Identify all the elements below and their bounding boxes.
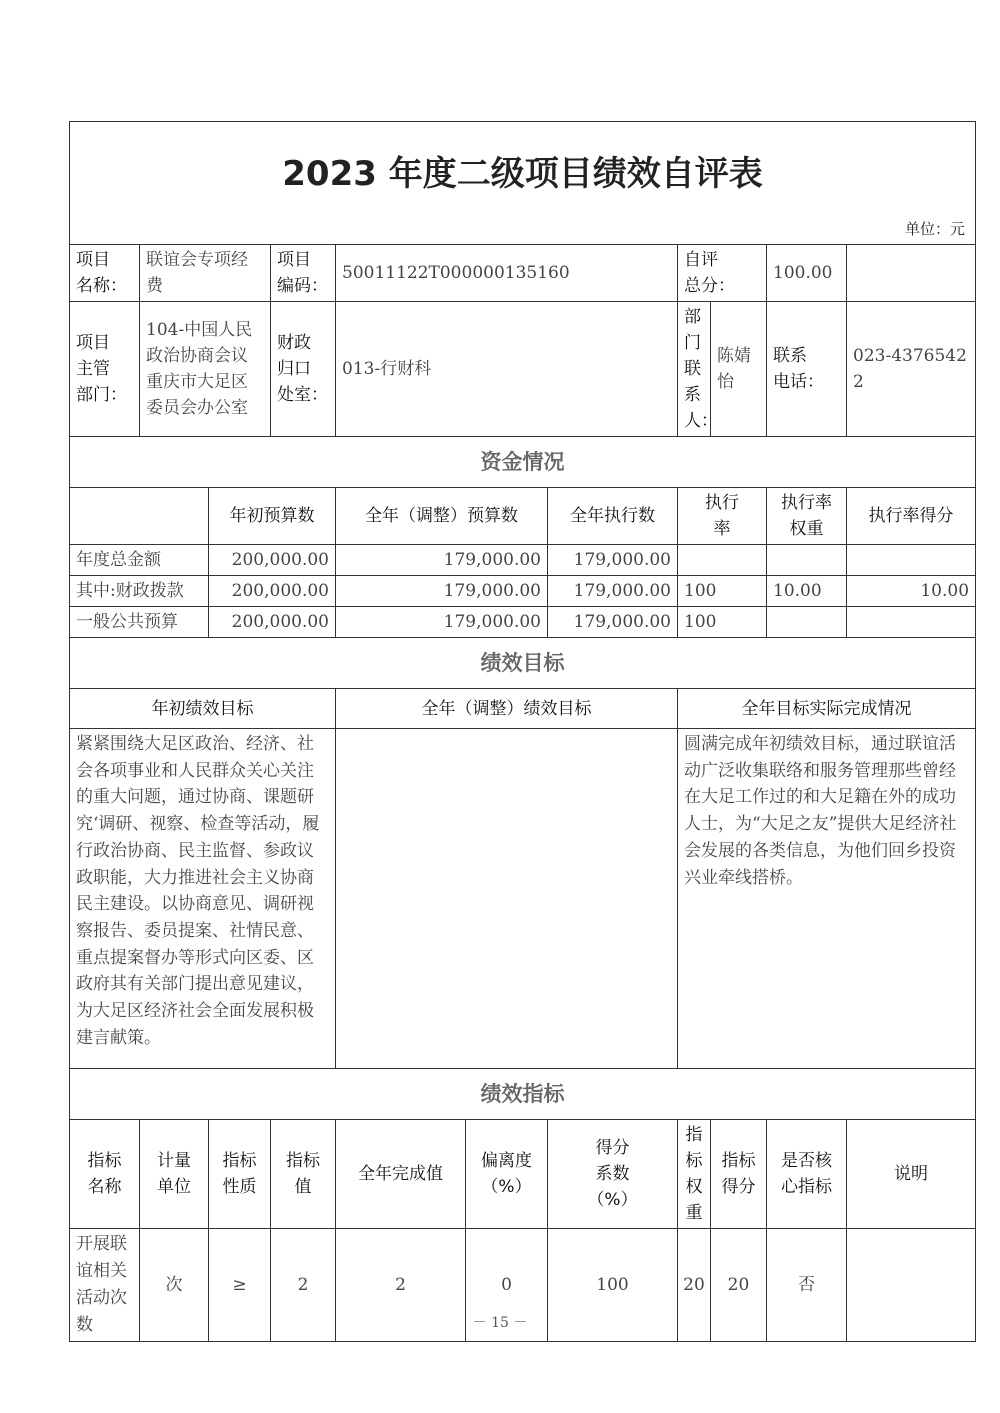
funds-cell: 179,000.00 <box>336 576 548 607</box>
funds-cell <box>767 545 847 576</box>
project-code-value: 50011122T000000135160 <box>336 245 678 302</box>
score-label: 自评 总分： <box>678 245 767 302</box>
funds-header-adjusted: 全年（调整）预算数 <box>336 488 548 545</box>
funds-header-executed: 全年执行数 <box>548 488 678 545</box>
ind-header: 指标 名称 <box>70 1120 140 1229</box>
ind-cell: ≥ <box>209 1229 271 1342</box>
form-title: 2023 年度二级项目绩效自评表 <box>70 122 976 215</box>
score-value: 100.00 <box>767 245 847 302</box>
funds-row-label: 其中:财政拨款 <box>70 576 209 607</box>
funds-row <box>70 545 976 576</box>
ind-header: 指 标 权 重 <box>678 1120 711 1229</box>
page-number: － 15 － <box>472 1315 528 1331</box>
funds-cell: 179,000.00 <box>548 576 678 607</box>
empty-cell <box>847 245 976 302</box>
goals-header-adjusted: 全年（调整）绩效目标 <box>336 689 678 729</box>
phone-value: 023-43765422 <box>853 346 967 392</box>
unit-label: 单位：元 <box>70 214 976 245</box>
ind-header: 得分 系数 （%） <box>548 1120 678 1229</box>
funds-cell <box>847 607 976 638</box>
phone-value-wrap <box>847 302 976 437</box>
funds-cell: 179,000.00 <box>336 607 548 638</box>
dept-label: 项目 主管 部门： <box>70 302 140 437</box>
funds-header-rate: 执行 率 <box>678 488 767 545</box>
project-code-label: 项目 编码： <box>271 245 336 302</box>
ind-header: 说明 <box>847 1120 976 1229</box>
finance-office-value: 013-行财科 <box>336 302 678 437</box>
goals-section-title: 绩效目标 <box>70 638 976 689</box>
goals-initial-text: 紧紧围绕大足区政治、经济、社会各项事业和人民群众关心关注的重大问题，通过协商、课题研究‘调研、视察、检查等活动，履行政治协商、民主监督、参政议政职能，大力推进社会主义协商民主建设。以协商意见、调研视察报告、委员提案、社情民意、重点提案督办等形式向区委、区政府其有关部门提出意见建议，为大足区经济社会全面发展积极建言献策。 <box>70 729 336 1069</box>
funds-row-label: 年度总金额 <box>70 545 209 576</box>
ind-header: 指标 得分 <box>711 1120 767 1229</box>
funds-cell: 10.00 <box>847 576 976 607</box>
indicators-section-title: 绩效指标 <box>70 1069 976 1120</box>
dept-value: 104-中国人民政治协商会议重庆市大足区委员会办公室 <box>140 302 271 437</box>
ind-header: 全年完成值 <box>336 1120 466 1229</box>
goals-actual-text: 圆满完成年初绩效目标，通过联谊活动广泛收集联络和服务管理那些曾经在大足工作过的和大足籍在外的成功人士，为“大足之友”提供大足经济社会发展的各类信息，为他们回乡投资兴业牵线搭桥。 <box>678 729 976 1069</box>
funds-cell <box>847 545 976 576</box>
evaluation-table <box>69 121 976 1342</box>
funds-cell: 100 <box>678 607 767 638</box>
ind-cell: 开展联谊相关活动次数 <box>70 1229 140 1342</box>
contact-label: 部门 联系 人： <box>678 302 711 437</box>
funds-row <box>70 576 976 607</box>
project-name-label: 项目 名称： <box>70 245 140 302</box>
phone-label: 联系 电话： <box>767 302 847 437</box>
ind-cell: 20 <box>711 1229 767 1342</box>
ind-cell: 100 <box>548 1229 678 1342</box>
funds-cell: 179,000.00 <box>548 545 678 576</box>
ind-header: 偏离度 （%） <box>466 1120 548 1229</box>
funds-cell: 100 <box>678 576 767 607</box>
funds-header-initial: 年初预算数 <box>209 488 336 545</box>
funds-header-empty <box>70 488 209 545</box>
funds-row <box>70 607 976 638</box>
funds-cell <box>678 545 767 576</box>
goals-header-actual: 全年目标实际完成情况 <box>678 689 976 729</box>
funds-header-weight: 执行率 权重 <box>767 488 847 545</box>
ind-header: 是否核 心指标 <box>767 1120 847 1229</box>
funds-cell: 200,000.00 <box>209 607 336 638</box>
ind-header: 指标 值 <box>271 1120 336 1229</box>
funds-row-label: 一般公共预算 <box>70 607 209 638</box>
ind-cell: 2 <box>336 1229 466 1342</box>
project-name-value: 联谊会专项经费 <box>140 245 271 302</box>
goals-header-initial: 年初绩效目标 <box>70 689 336 729</box>
funds-cell: 179,000.00 <box>336 545 548 576</box>
funds-cell: 10.00 <box>767 576 847 607</box>
ind-cell: 2 <box>271 1229 336 1342</box>
ind-cell: 次 <box>140 1229 209 1342</box>
evaluation-form <box>69 121 970 1342</box>
contact-value: 陈婧怡 <box>711 302 767 437</box>
ind-cell: 20 <box>678 1229 711 1342</box>
funds-cell <box>767 607 847 638</box>
funds-cell: 179,000.00 <box>548 607 678 638</box>
funds-section-title: 资金情况 <box>70 437 976 488</box>
ind-header: 计量 单位 <box>140 1120 209 1229</box>
funds-cell: 200,000.00 <box>209 545 336 576</box>
funds-header-score: 执行率得分 <box>847 488 976 545</box>
finance-office-label: 财政 归口 处室： <box>271 302 336 437</box>
funds-cell: 200,000.00 <box>209 576 336 607</box>
ind-cell: 0 <box>466 1229 548 1342</box>
ind-header: 指标 性质 <box>209 1120 271 1229</box>
ind-cell: 否 <box>767 1229 847 1342</box>
goals-adjusted-text <box>336 729 678 1069</box>
